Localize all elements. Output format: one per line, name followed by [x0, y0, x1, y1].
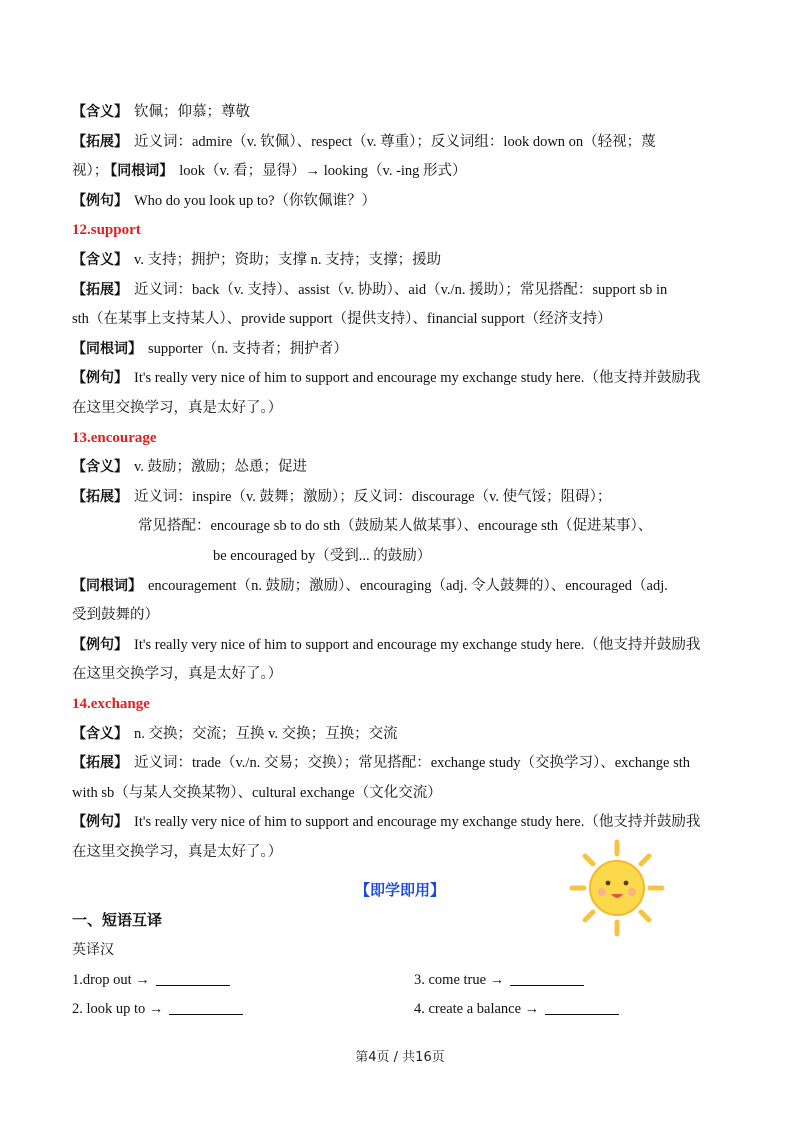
line-text: It's really very nice of him to support and encourage my exchange study here.（他支持并鼓励我: [134, 637, 701, 653]
field-label: 【拓展】: [72, 489, 128, 505]
line-text: 在这里交换学习，真是太好了。）: [72, 666, 283, 682]
text-line: [72, 724, 740, 744]
text-line: [72, 783, 740, 803]
line-text: 视）；: [72, 163, 109, 179]
entry-heading-text: 12.support: [72, 222, 141, 238]
line-text: 受到鼓舞的）: [72, 607, 159, 623]
entry-heading: [72, 220, 740, 240]
text-line: [72, 161, 740, 181]
field-label: 【拓展】: [72, 282, 128, 298]
exercise-1: 1.drop out →: [72, 970, 372, 990]
line-text: 近义词：trade（v./n. 交易；交换）；常见搭配：exchange study（交换学习）、exchange sth: [134, 755, 691, 771]
entry-heading: [72, 428, 740, 448]
entry-heading-text: 14.exchange: [72, 696, 150, 712]
line-text: Who do you look up to?（你钦佩谁？）: [134, 193, 377, 209]
text-line: [72, 250, 740, 270]
text-line: [72, 753, 740, 773]
subsection-title: 英译汉: [72, 942, 114, 958]
line-text: 近义词：inspire（v. 鼓舞；激励）；反义词：discourage（v. 使气馁；阻碍）；: [134, 489, 612, 505]
field-label: 【例句】: [72, 637, 128, 653]
exercise-2: 2. look up to →: [72, 999, 372, 1019]
field-label: 【拓展】: [72, 755, 128, 771]
section-title: 一、短语互译: [72, 911, 163, 929]
field-label: 【含义】: [72, 459, 128, 475]
entry-heading-text: 13.encourage: [72, 430, 157, 446]
text-line: [72, 664, 740, 684]
text-line: [72, 102, 740, 122]
exercise-4: 4. create a balance →: [414, 999, 740, 1019]
line-text: sth（在某事上支持某人）、provide support（提供支持）、financial support（经济支持）: [72, 311, 612, 327]
line-text: 钦佩；仰慕；尊敬: [134, 104, 250, 120]
line-text: 近义词：admire（v. 钦佩）、respect（v. 尊重）；反义词组：look down on（轻视；蔑: [134, 134, 656, 150]
line-text: supporter（n. 支持者；拥护者）: [148, 341, 348, 357]
line-text: with sb（与某人交换某物）、cultural exchange（文化交流）: [72, 785, 442, 801]
line-text: n. 交换；交流；互换 v. 交换；互换；交流: [134, 726, 398, 742]
field-label: 【含义】: [72, 252, 128, 268]
text-line: [72, 132, 740, 152]
field-label: 【拓展】: [72, 134, 128, 150]
line-text: 常见搭配：encourage sb to do sth（鼓励某人做某事）、encourage sth（促进某事）、: [138, 518, 653, 534]
line-text: 近义词：back（v. 支持）、assist（v. 协助）、aid（v./n. 援助）；常见搭配：support sb in: [134, 282, 668, 298]
line-text: 在这里交换学习，真是太好了。）: [72, 844, 283, 860]
field-label: 【含义】: [72, 726, 128, 742]
line-text: be encouraged by（受到... 的鼓励）: [213, 548, 432, 564]
text-line: [72, 191, 740, 211]
text-line: [72, 487, 740, 507]
text-line: [213, 546, 740, 566]
line-text: encouragement（n. 鼓励；激励）、encouraging（adj. 令人鼓舞的）、encouraged（adj.: [148, 578, 668, 594]
text-line: [138, 516, 740, 536]
line-text: It's really very nice of him to support and encourage my exchange study here.（他支持并鼓励我: [134, 370, 701, 386]
text-line: [72, 398, 740, 418]
text-line: [72, 309, 740, 329]
text-line: [72, 280, 740, 300]
page-footer: 第4页 / 共16页: [355, 1050, 445, 1065]
line-text: 在这里交换学习，真是太好了。）: [72, 400, 283, 416]
answer-blank[interactable]: [510, 971, 584, 986]
entry-heading: [72, 694, 740, 714]
line-text: It's really very nice of him to support and encourage my exchange study here.（他支持并鼓励我: [134, 814, 701, 830]
text-line: [72, 368, 740, 388]
field-label: 【同根词】: [110, 163, 174, 179]
practice-title: 【即学即用】: [354, 881, 445, 899]
field-label: 【含义】: [72, 104, 128, 120]
line-text: look（v. 看；显得）→ looking（v. -ing 形式）: [179, 163, 467, 179]
field-label: 【例句】: [72, 193, 128, 209]
text-line: [72, 339, 740, 359]
exercise-3: 3. come true →: [414, 970, 740, 990]
field-label: 【同根词】: [72, 578, 142, 594]
answer-blank[interactable]: [545, 1000, 619, 1015]
field-label: 【例句】: [72, 814, 128, 830]
line-text: v. 鼓励；激励；怂恿；促进: [134, 459, 308, 475]
answer-blank[interactable]: [169, 1000, 243, 1015]
answer-blank[interactable]: [156, 971, 230, 986]
text-line: [72, 457, 740, 477]
text-line: [72, 635, 740, 655]
field-label: 【同根词】: [72, 341, 142, 357]
text-line: [72, 605, 740, 625]
text-line: [72, 812, 740, 832]
line-text: v. 支持；拥护；资助；支撑 n. 支持；支撑；援助: [134, 252, 442, 268]
text-line: [72, 576, 740, 596]
field-label: 【例句】: [72, 370, 128, 386]
